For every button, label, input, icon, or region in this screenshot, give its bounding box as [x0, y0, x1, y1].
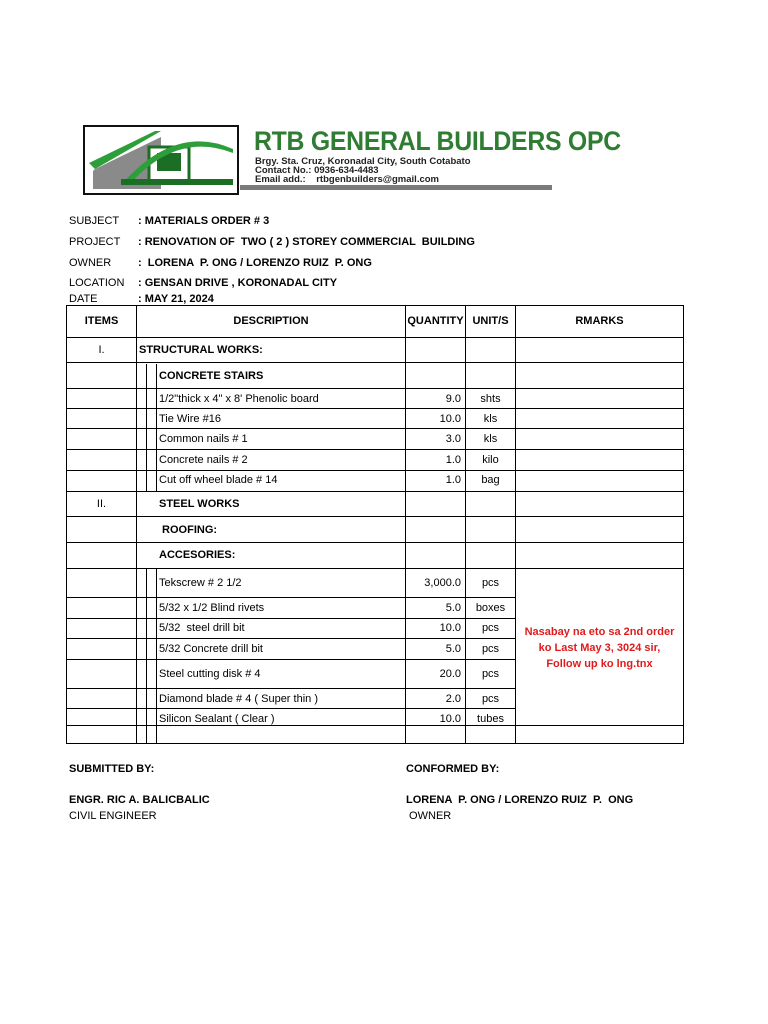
- row-unit: kls: [483, 413, 498, 425]
- row-divider: [67, 542, 683, 543]
- row-quantity: 10.0: [439, 413, 461, 425]
- row-divider: [67, 659, 515, 660]
- location-value: : GENSAN DRIVE , KORONADAL CITY: [138, 277, 338, 289]
- row-divider: [67, 470, 683, 471]
- header-remarks: RMARKS: [575, 315, 624, 327]
- section-item-number: I.: [98, 344, 105, 356]
- row-divider: [67, 449, 683, 450]
- row-divider: [67, 337, 683, 338]
- row-divider: [67, 568, 683, 569]
- indent-divider: [156, 568, 157, 744]
- row-divider: [67, 618, 515, 619]
- row-quantity: 3,000.0: [424, 577, 461, 589]
- row-unit: pcs: [481, 577, 500, 589]
- row-unit: pcs: [481, 668, 500, 680]
- location-label: LOCATION: [69, 277, 125, 289]
- row-description: 5/32 Concrete drill bit: [159, 643, 263, 655]
- row-quantity: 3.0: [445, 433, 461, 445]
- col-divider: [515, 306, 516, 744]
- section-title: STEEL WORKS: [159, 498, 240, 510]
- date-label: DATE: [69, 293, 98, 305]
- date-value: : MAY 21, 2024: [138, 293, 214, 305]
- row-description: Steel cutting disk # 4: [159, 668, 261, 680]
- row-description: Tekscrew # 2 1/2: [159, 577, 242, 589]
- subject-value: : MATERIALS ORDER # 3: [138, 215, 270, 227]
- row-description: 5/32 x 1/2 Blind rivets: [159, 602, 265, 614]
- row-divider: [67, 597, 515, 598]
- company-address: Brgy. Sta. Cruz, Koronadal City, South Cotabato: [255, 156, 471, 167]
- company-contact: Contact No.: 0936-634-4483: [255, 165, 379, 176]
- col-divider: [136, 306, 137, 744]
- row-unit: kilo: [482, 454, 499, 466]
- company-email: Email add.: rtbgenbuilders@gmail.com: [255, 174, 439, 185]
- row-unit: shts: [480, 393, 501, 405]
- row-unit: pcs: [481, 622, 500, 634]
- row-quantity: 5.0: [445, 602, 461, 614]
- company-logo: [83, 125, 239, 195]
- row-divider: [67, 491, 683, 492]
- subsection-title: CONCRETE STAIRS: [159, 370, 264, 382]
- header-units: UNIT/S: [472, 315, 509, 327]
- row-quantity: 1.0: [445, 454, 461, 466]
- row-unit: tubes: [477, 713, 504, 725]
- row-quantity: 9.0: [445, 393, 461, 405]
- row-divider: [67, 638, 515, 639]
- header-items: ITEMS: [84, 315, 119, 327]
- section-title: STRUCTURAL WORKS:: [139, 344, 263, 356]
- row-quantity: 20.0: [439, 668, 461, 680]
- project-label: PROJECT: [69, 236, 121, 248]
- row-unit: pcs: [481, 643, 500, 655]
- row-quantity: 1.0: [445, 474, 461, 486]
- row-divider: [67, 688, 515, 689]
- row-divider: [67, 388, 683, 389]
- conformed-by-title: OWNER: [406, 810, 452, 822]
- subject-label: SUBJECT: [69, 215, 120, 227]
- company-name: RTB GENERAL BUILDERS OPC: [254, 126, 621, 156]
- row-description: 1/2"thick x 4" x 8' Phenolic board: [159, 393, 319, 405]
- row-description: 5/32 steel drill bit: [159, 622, 245, 634]
- row-unit: boxes: [475, 602, 506, 614]
- row-description: Common nails # 1: [159, 433, 248, 445]
- row-divider: [67, 408, 683, 409]
- subsection-title: ROOFING:: [159, 524, 218, 536]
- row-quantity: 5.0: [445, 643, 461, 655]
- row-divider: [67, 362, 683, 363]
- row-unit: kls: [483, 433, 498, 445]
- owner-value: : LORENA P. ONG / LORENZO RUIZ P. ONG: [138, 257, 372, 269]
- conformed-by-name: LORENA P. ONG / LORENZO RUIZ P. ONG: [406, 794, 634, 806]
- row-description: Tie Wire #16: [159, 413, 221, 425]
- row-description: Silicon Sealant ( Clear ): [159, 713, 275, 725]
- letterhead-divider: [240, 185, 552, 190]
- row-description: Cut off wheel blade # 14: [159, 474, 278, 486]
- row-unit: pcs: [481, 693, 500, 705]
- submitted-by-name: ENGR. RIC A. BALICBALIC: [69, 794, 210, 806]
- row-divider: [67, 708, 515, 709]
- conformed-by-label: CONFORMED BY:: [406, 763, 500, 775]
- row-description: Diamond blade # 4 ( Super thin ): [159, 693, 318, 705]
- project-value: : RENOVATION OF TWO ( 2 ) STOREY COMMERCIAL BUILDING: [138, 236, 475, 248]
- submitted-by-title: CIVIL ENGINEER: [69, 810, 157, 822]
- materials-table: [66, 305, 684, 744]
- indent-divider: [146, 568, 147, 744]
- section-item-number: II.: [96, 498, 107, 510]
- row-divider: [67, 516, 683, 517]
- submitted-by-label: SUBMITTED BY:: [69, 763, 155, 775]
- row-divider: [67, 428, 683, 429]
- row-quantity: 10.0: [439, 713, 461, 725]
- subsection-title: ACCESORIES:: [159, 549, 236, 561]
- row-description: Concrete nails # 2: [159, 454, 248, 466]
- remark-note: Nasabay na eto sa 2nd order ko Last May 3, 3024 sir, Follow up ko lng.tnx: [524, 626, 675, 670]
- owner-label: OWNER: [69, 257, 112, 269]
- header-quantity: QUANTITY: [407, 315, 464, 327]
- row-unit: bag: [481, 474, 500, 486]
- row-quantity: 2.0: [445, 693, 461, 705]
- header-description: DESCRIPTION: [233, 315, 309, 327]
- row-quantity: 10.0: [439, 622, 461, 634]
- house-logo-icon: [85, 127, 237, 193]
